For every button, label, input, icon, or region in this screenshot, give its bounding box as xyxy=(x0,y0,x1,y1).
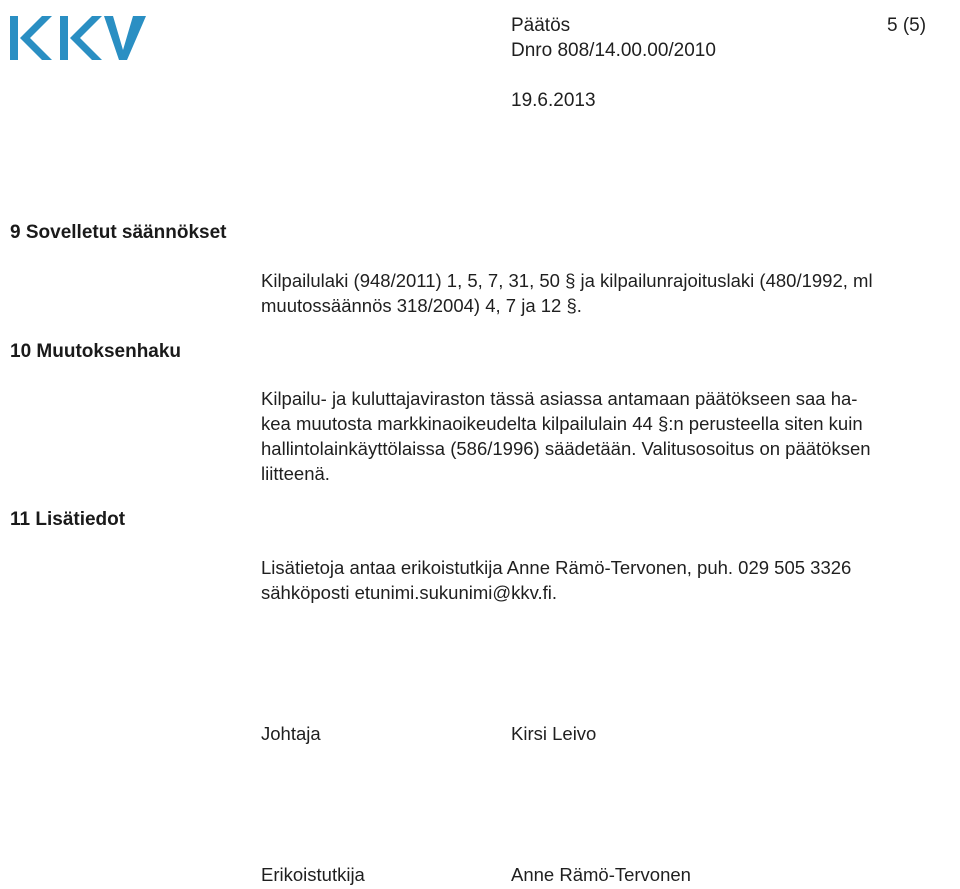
section-heading-10: 10 Muutoksenhaku xyxy=(10,341,182,362)
doc-type: Päätös xyxy=(511,15,571,36)
section-text-line: sähköposti etunimi.sukunimi@kkv.fi. xyxy=(261,582,558,603)
page-number: 5 (5) xyxy=(887,15,927,36)
section-text-line: Kilpailu- ja kuluttajaviraston tässä asiassa antamaan päätökseen saa ha- xyxy=(261,388,858,409)
section-text-line: kea muutosta markkinaoikeudelta kilpailulain 44 §:n perusteella siten kuin xyxy=(261,413,863,434)
signature-title: Erikoistutkija xyxy=(261,864,365,885)
section-heading-9: 9 Sovelletut säännökset xyxy=(10,222,227,243)
signature-name: Kirsi Leivo xyxy=(511,723,597,744)
section-heading-11: 11 Lisätiedot xyxy=(10,509,126,530)
section-text-line: liitteenä. xyxy=(261,463,330,484)
section-text-line: hallintolainkäyttölaissa (586/1996) säädetään. Valitusosoitus on päätöksen xyxy=(261,438,871,459)
document-number: Dnro 808/14.00.00/2010 xyxy=(511,40,716,61)
signature-name: Anne Rämö-Tervonen xyxy=(511,864,691,885)
document-date: 19.6.2013 xyxy=(511,90,596,111)
section-text-line: Kilpailulaki (948/2011) 1, 5, 7, 31, 50 § ja kilpailunrajoituslaki (480/1992, ml xyxy=(261,270,873,291)
section-text-line: muutossäännös 318/2004) 4, 7 ja 12 §. xyxy=(261,295,582,316)
kkv-logo xyxy=(8,12,148,64)
section-text-line: Lisätietoja antaa erikoistutkija Anne Rämö-Tervonen, puh. 029 505 3326 xyxy=(261,557,852,578)
signature-title: Johtaja xyxy=(261,723,321,744)
